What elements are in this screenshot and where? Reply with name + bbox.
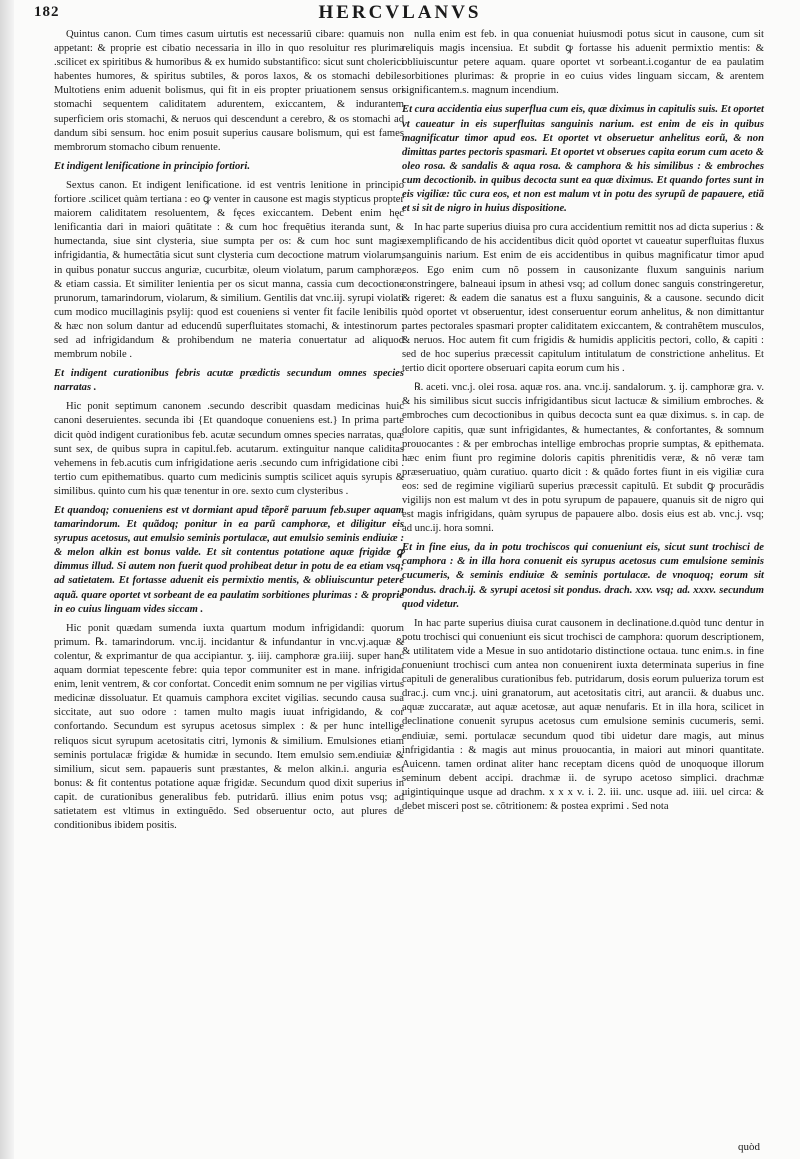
running-header	[30, 4, 770, 26]
commentary-paragraph: Hic ponit quædam sumenda iuxta quartum modum infrigidandi: quorum primum. ℞. tamarindorum. vnc.ij. incidantur & infundantur in vnc.vj.aquæ & colentur, & exprimantur de qua accipiantur. ʒ. iiij. camphoræ gra.iiij. super hanc aquam dormiat tepescente febre: quia tepor communiter est in mane. infrigidat enim, lenit ventrem, & cor confortat. Concedit enim somnum ne per vigilias virtus medicinæ dissoluatur. Et quamuis camphora excitet vigilias. secundo causa sua siccitate, aut suo odore : tamen multo magis iuuat infrigidando, & cor confortando. Secundum est syrupus acetosus simplex : & per hunc intellige reliquos sicut syrupum acetositatis citri, lymonis & similium. Emulsiones etiam seminis portulacæ frigidæ & humidæ in secundo. Item emulsio sem.endiuiæ & similium, sicut sem. papaueris sunt præstantes, & melon alkin.i. anguria est bonus: & fit contentus potatione aquæ frigidæ. Secundum quod dixit superius in capit. de curationibus generalibus feb. putridarũ. illius enim potus vsq; ad satietatem est vltimus in extinguẽdo. Sed obseruentur octo, aut plures de conditionibus ibidem positis.	[54, 622, 404, 832]
commentary-lemma: Et indigent lenificatione in principio fortiori.	[54, 160, 251, 172]
page-gutter-shadow	[0, 0, 14, 1159]
commentary-paragraph: In hac parte superius diuisa curat causonem in declinatione.d.quòd tunc dentur in potu trochisci qui conueniunt eis sicut trochisci de camphora: quorum descriptionem, & utilitatem vide a Mesue in suo antidotario distinctione octaua. tunc enim.s. in fine conueniunt trochisci cum antea non conuenirent iuxta determinata superius in fine capituli de generalibus curationibus feb. putridarum, dosis eorum pulueriza torum est drac.j. cum vnc.j. uini granatorum, aut acetositatis citri, aut arancii. & duabus unc. aquæ zuccaratæ, aut aquæ acetosæ, aut aquæ nenufaris. Et in illa hora, scilicet in declinatione conuenit syrupus acetosus cum emulsione seminis cucumeris, semi. endiuiæ, semi. portulacæ secundum quod tibi uidetur dare magis, aut minus infrigidantia : & magis aut minus prouocantia, in maiori aut minori quantitate. Auicenn. tamen ordinat aliter hanc receptam dicens quòd de unoquoque illorum seminum debent accipi. drachmæ ii. de syrupo acetoso simplici. drachmæ uigintiquinque usque ad drachm. x x x v. i. 2. iii. unc. usque ad. iiii. uel circa: & debet misceri post se. cõtritionem: & postea exprimi . Sed nota	[402, 617, 764, 812]
right-text-column	[402, 28, 764, 819]
commentary-lemma: Et in fine eius, da in potu trochiscos qui conueniunt eis, sicut sunt trochisci de camphora : & in illa hora conuenit eis syrupus acetosus cum emulsione seminis cucumeris, & seminis endiuiæ & seminis portulacæ. de vnoquoq; eorum sit pondus. drach.ij. & syrupi acetosi sit pondus. drach. xxv. vsq; ad. xxxv. secundum quod videtur.	[402, 542, 764, 610]
commentary-paragraph: In hac parte superius diuisa pro cura accidentium remittit nos ad dicta superius : & exemplificando de his accidentibus dicit quòd oportet vt caueatur superfluitas fluxus sanguinis narium. Est enim de eis accidentibus in quibus magnificatur timor apud eos. Ego enim cum nõ possem in causonizante fluxum sanguinis narium constringere, balneaui ipsum in athesi vsq; ad collum donec sanguis constringeretur, & rigeret: & eadem die sanatus est a fluxu sanguinis, & a causone. secundo dicit quòd oportet vt obseruentur, idest conseruentur eorum anhelitus, & non dimittantur partes pectorales spasmari propter caliditatem exiccantem, & contrahẽtem musculos, & neruos. Hoc autem fit cum frigidis & humidis applicitis pectori, collo, & capiti : sed de hoc superius præcessit capitulum intitulatum de constrictione anhelitus. Et tertio dicit oportere obseruari capita eorum cum his .	[402, 222, 764, 375]
running-title: HERCVLANVS	[318, 2, 482, 23]
commentary-lemma: Et cura accidentia eius superflua cum eis, quæ diximus in capitulis suis. Et oportet vt caueatur in eis superfluitas sanguinis narium. est enim de eis in quibus magnificatur timor apud eos. Et oportet vt obseruetur anhelitus eorũ, & non dimittas partes pectoris spasmari. Et oportet vt obserues capita eorum cum aceto & oleo rosa. & sandalis & aqua rosa. & camphora & his similibus : & embroches cum decoctionib. in quibus decocta sunt ea quæ diximus. Et quando fortes sunt in eis vigiliæ: tũc cura eos, et non est malum vt in potu des syrupũ de papauere, etiã et si sit de nigro in huius dispositione.	[402, 104, 764, 215]
commentary-paragraph: Hic ponit septimum canonem .secundo describit quasdam medicinas huic canoni deseruientes. secunda ibi {Et quandoque conueniens est.} In prima parte dicit quòd indigent curationibus feb. acutæ secundum omnes species narratas, quæ sunt sex, de quibus supra in capitul.feb. acutarum. extinguitur nanque caliditas vehemens in feb.acutis cum infrigidatione aeris .secundo cum infrigidatione cibi . tertio cum epithematibus. quarto cum medicinis sumptis scilicet aquis syrupis & similibus. quinto cum his quæ tenentur in ore. sexto cum clysteribus .	[54, 401, 404, 497]
commentary-paragraph: ℞. aceti. vnc.j. olei rosa. aquæ ros. ana. vnc.ij. sandalorum. ʒ. ij. camphoræ gra. v. & his similibus sicut succis infrigidantibus sicut lactucæ & similium embroches. & embroches cum decoctionibus in quibus decocta sunt ea quæ diximus. s. in cap. de dolore capitis, quæ sunt infrigidantes, & humectantes, & confortantes, & somnum prouocantes : & per embrochas intellige embrochas proprie sumptas, & epithemata. hæc enim fiunt pro regimine doloris capitis phrenitidis veræ, & nõ veræ tam præseruatiuo, quàm curatiuo. quarto dicit : & quãdo fortes fiunt in eis vigiliæ cura eos: sed de regimine vigiliarũ superius præcessit capitulũ. Et subdit ꝙ procurãdis vigilijs non est malum vt des in potu syrupum de papauere, quanuis sit de nigro qui est magis infrigidans, quàm syrupus de papauere albo. dosis eius est ab. vnc.j. vsq; ad unc.ij. hora somni.	[402, 382, 764, 535]
left-text-column	[54, 28, 404, 838]
commentary-paragraph: nulla enim est feb. in qua conueniat huiusmodi potus sicut in causone, cum sit reliquis magis incensiua. Et subdit ꝙ fortasse his aduenit permixtio mentis: & obliuiscuntur petere aquam. quare oportet vt sorbeant.i.cogantur de ea paulatim sorbitiones plurimas: & proprie in eo cuius vides linguam siccam, & arentem significantem.s. magnum incendium.	[402, 29, 764, 97]
catchword: quòd	[738, 1141, 760, 1153]
commentary-paragraph: Quintus canon. Cum times casum uirtutis est necessariũ cibare: quamuis non appetant: & proprie est cibatio necessaria in illo in quo resoluitur res plurima .scilicet ex spiritibus & humoribus & ex humido substantifico: sicut sunt cholerici habentes humores, & spiritus subtiles, & poros laxos, & os stomachi debile. Multotiens enim aduenit bolismus, qui fit in eis propter priuationem sensus ori stomachi sequentem caliditatem adurentem, exiccantem, & indurantem superficiem oris stomachi, & neruos qui descendunt a cerebro, & os stomachi ad dandum sibi sensum. hoc enim posuit superius causare bolismum, qui est fames membrorum stomacho cibum renuente.	[54, 29, 404, 153]
commentary-lemma: Et quandoq; conueniens est vt dormiant apud tẽporẽ paruum feb.super aquam tamarindorum. Et quãdoq; ponitur in ea parũ camphoræ, et diligitur eis syrupus acetosus, aut emulsio seminis portulacæ, aut emulsio seminis endiuiæ : & melon alkin est bonus valde. Et sit contentus potatione aquæ frigidæ ꝙ dimmus illud. Si autem non fuerit quod prohibeat detur in potu de ea etiam vsq; ad satietatem. Et fortasse aduenit eis permixtio mentis, & obliuiscuntur petere aquã. quare oportet vt sorbeant de ea paulatim sorbitiones plurimas : & proprie in eo cuius linguam vides siccam .	[54, 505, 404, 615]
commentary-paragraph: Sextus canon. Et indigent lenificatione. id est ventris lenitione in principio fortiore .scilicet quàm tertiana : eo ꝙ venter in causone est magis stypticus propter maiorem caliditatem resoluentem, & fęces exiccantem. Debent enim hęc lenificantia dari in maiori quãtitate : & cum hoc frequẽtius iteranda sunt, & humectanda, siue sint clysteria, siue sumpta per os: & cum hoc sunt magis infrigidantia, & humectãtia sicut sunt clysteria cum decoctione matrum violarum, in quibus ponatur succus anguriæ, cucurbitæ, oleum violatum, parum camphoræ, & etiam cassia. Et similiter lenientia per os sicut manna, cassia cum decoctione prunorum, tamarindorum, violarum, & similium. Gentilis dat vnc.iij. syrupi violati cum modico mucillaginis psylij: quod est coueniens si venter fit facile lenibilis : & hæc non solum dantur ad educendũ superfluitates stomachi, & intestinorum : sed ad infrigidandum & prohibendum ne materia conuertatur ad aliquod membrum nobile .	[54, 179, 404, 361]
commentary-lemma: Et indigent curationibus febris acutæ prædictis secundum omnes species narratas .	[54, 368, 404, 394]
page-number: 182	[34, 4, 60, 20]
